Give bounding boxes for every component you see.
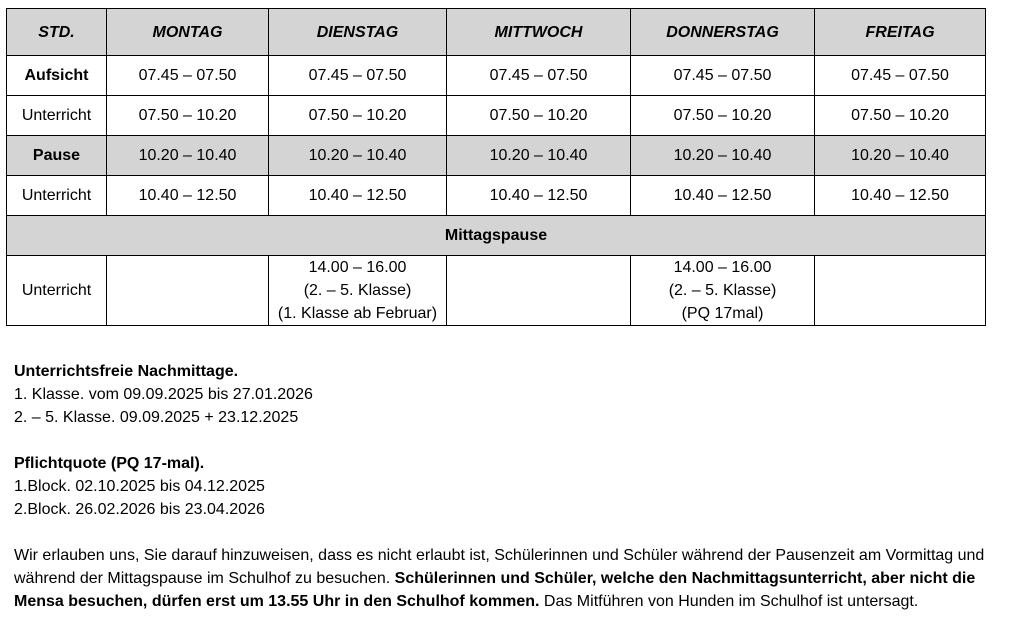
table-row <box>7 176 986 216</box>
table-cell <box>631 256 815 326</box>
table-cell: 07.50 – 10.20 <box>447 96 631 136</box>
schedule-table <box>6 8 986 326</box>
header-mittwoch: MITTWOCH <box>447 9 631 56</box>
table-row-afternoon <box>7 256 986 326</box>
header-montag: MONTAG <box>107 9 269 56</box>
free-afternoons-title: Unterrichtsfreie Nachmittage. <box>14 363 239 380</box>
table-cell: 10.40 – 12.50 <box>447 176 631 216</box>
table-cell: 07.45 – 07.50 <box>107 56 269 96</box>
row-label: Unterricht <box>7 176 107 216</box>
table-cell: 07.45 – 07.50 <box>815 56 986 96</box>
cell-line: 14.00 – 16.00 <box>308 259 407 276</box>
notice-paragraph: Wir erlauben uns, Sie darauf hinzuweisen, dass es nicht erlaubt ist, Schülerinnen und Schüler während der Pausenzeit am Vormittag und während der Mittagspause im Schulhof zu besuchen. Schülerinnen und Schüler, welche den Nachmittagsunterricht, aber nicht die Mensa besuchen, dürfen erst um 13.55 Uhr in den Schulhof kommen. Das Mitführen von Hunden im Schulhof ist untersagt. <box>14 547 985 610</box>
row-label: Unterricht <box>7 256 107 326</box>
header-freitag: FREITAG <box>815 9 986 56</box>
table-cell: 07.50 – 10.20 <box>815 96 986 136</box>
table-cell: 10.40 – 12.50 <box>631 176 815 216</box>
table-cell: 07.50 – 10.20 <box>107 96 269 136</box>
table-cell: 07.50 – 10.20 <box>269 96 447 136</box>
table-cell: 10.40 – 12.50 <box>269 176 447 216</box>
pq-title: Pflichtquote (PQ 17-mal). <box>14 455 205 472</box>
table-cell-empty <box>815 256 986 326</box>
cell-line: (1. Klasse ab Februar) <box>277 305 438 322</box>
table-cell: 10.40 – 12.50 <box>815 176 986 216</box>
table-cell: 10.20 – 10.40 <box>631 136 815 176</box>
notice-bold: Schülerinnen und Schüler, welche den Nachmittagsunterricht, aber nicht die Mensa besuchen, dürfen erst um 13.55 Uhr in den Schulhof kommen. <box>14 570 976 610</box>
table-cell: 10.20 – 10.40 <box>269 136 447 176</box>
free-afternoons-line: 2. – 5. Klasse. 09.09.2025 + 23.12.2025 <box>14 409 299 426</box>
cell-line: 14.00 – 16.00 <box>673 259 772 276</box>
table-cell: 07.45 – 07.50 <box>447 56 631 96</box>
row-label: Unterricht <box>7 96 107 136</box>
pq-line: 2.Block. 26.02.2026 bis 23.04.2026 <box>14 501 265 518</box>
table-cell <box>269 256 447 326</box>
lunch-cell: Mittagspause <box>7 216 986 256</box>
table-cell-empty <box>447 256 631 326</box>
header-dienstag: DIENSTAG <box>269 9 447 56</box>
table-cell: 10.20 – 10.40 <box>815 136 986 176</box>
header-donnerstag: DONNERSTAG <box>631 9 815 56</box>
cell-line: (2. – 5. Klasse) <box>668 282 777 299</box>
table-cell: 10.20 – 10.40 <box>447 136 631 176</box>
table-row <box>7 56 986 96</box>
free-afternoons-line: 1. Klasse. vom 09.09.2025 bis 27.01.2026 <box>14 386 313 403</box>
header-row <box>7 9 986 56</box>
table-cell: 10.20 – 10.40 <box>107 136 269 176</box>
cell-line: (2. – 5. Klasse) <box>303 282 412 299</box>
table-cell: 07.50 – 10.20 <box>631 96 815 136</box>
table-cell: 07.45 – 07.50 <box>631 56 815 96</box>
cell-line: (PQ 17mal) <box>681 305 764 322</box>
notes-section <box>14 360 1014 613</box>
table-cell: 10.40 – 12.50 <box>107 176 269 216</box>
table-cell-empty <box>107 256 269 326</box>
row-label: Aufsicht <box>7 56 107 96</box>
table-row-lunch <box>7 216 986 256</box>
table-cell: 07.45 – 07.50 <box>269 56 447 96</box>
pq-line: 1.Block. 02.10.2025 bis 04.12.2025 <box>14 478 265 495</box>
row-label: Pause <box>7 136 107 176</box>
table-row <box>7 96 986 136</box>
header-std: STD. <box>7 9 107 56</box>
table-row-pause <box>7 136 986 176</box>
